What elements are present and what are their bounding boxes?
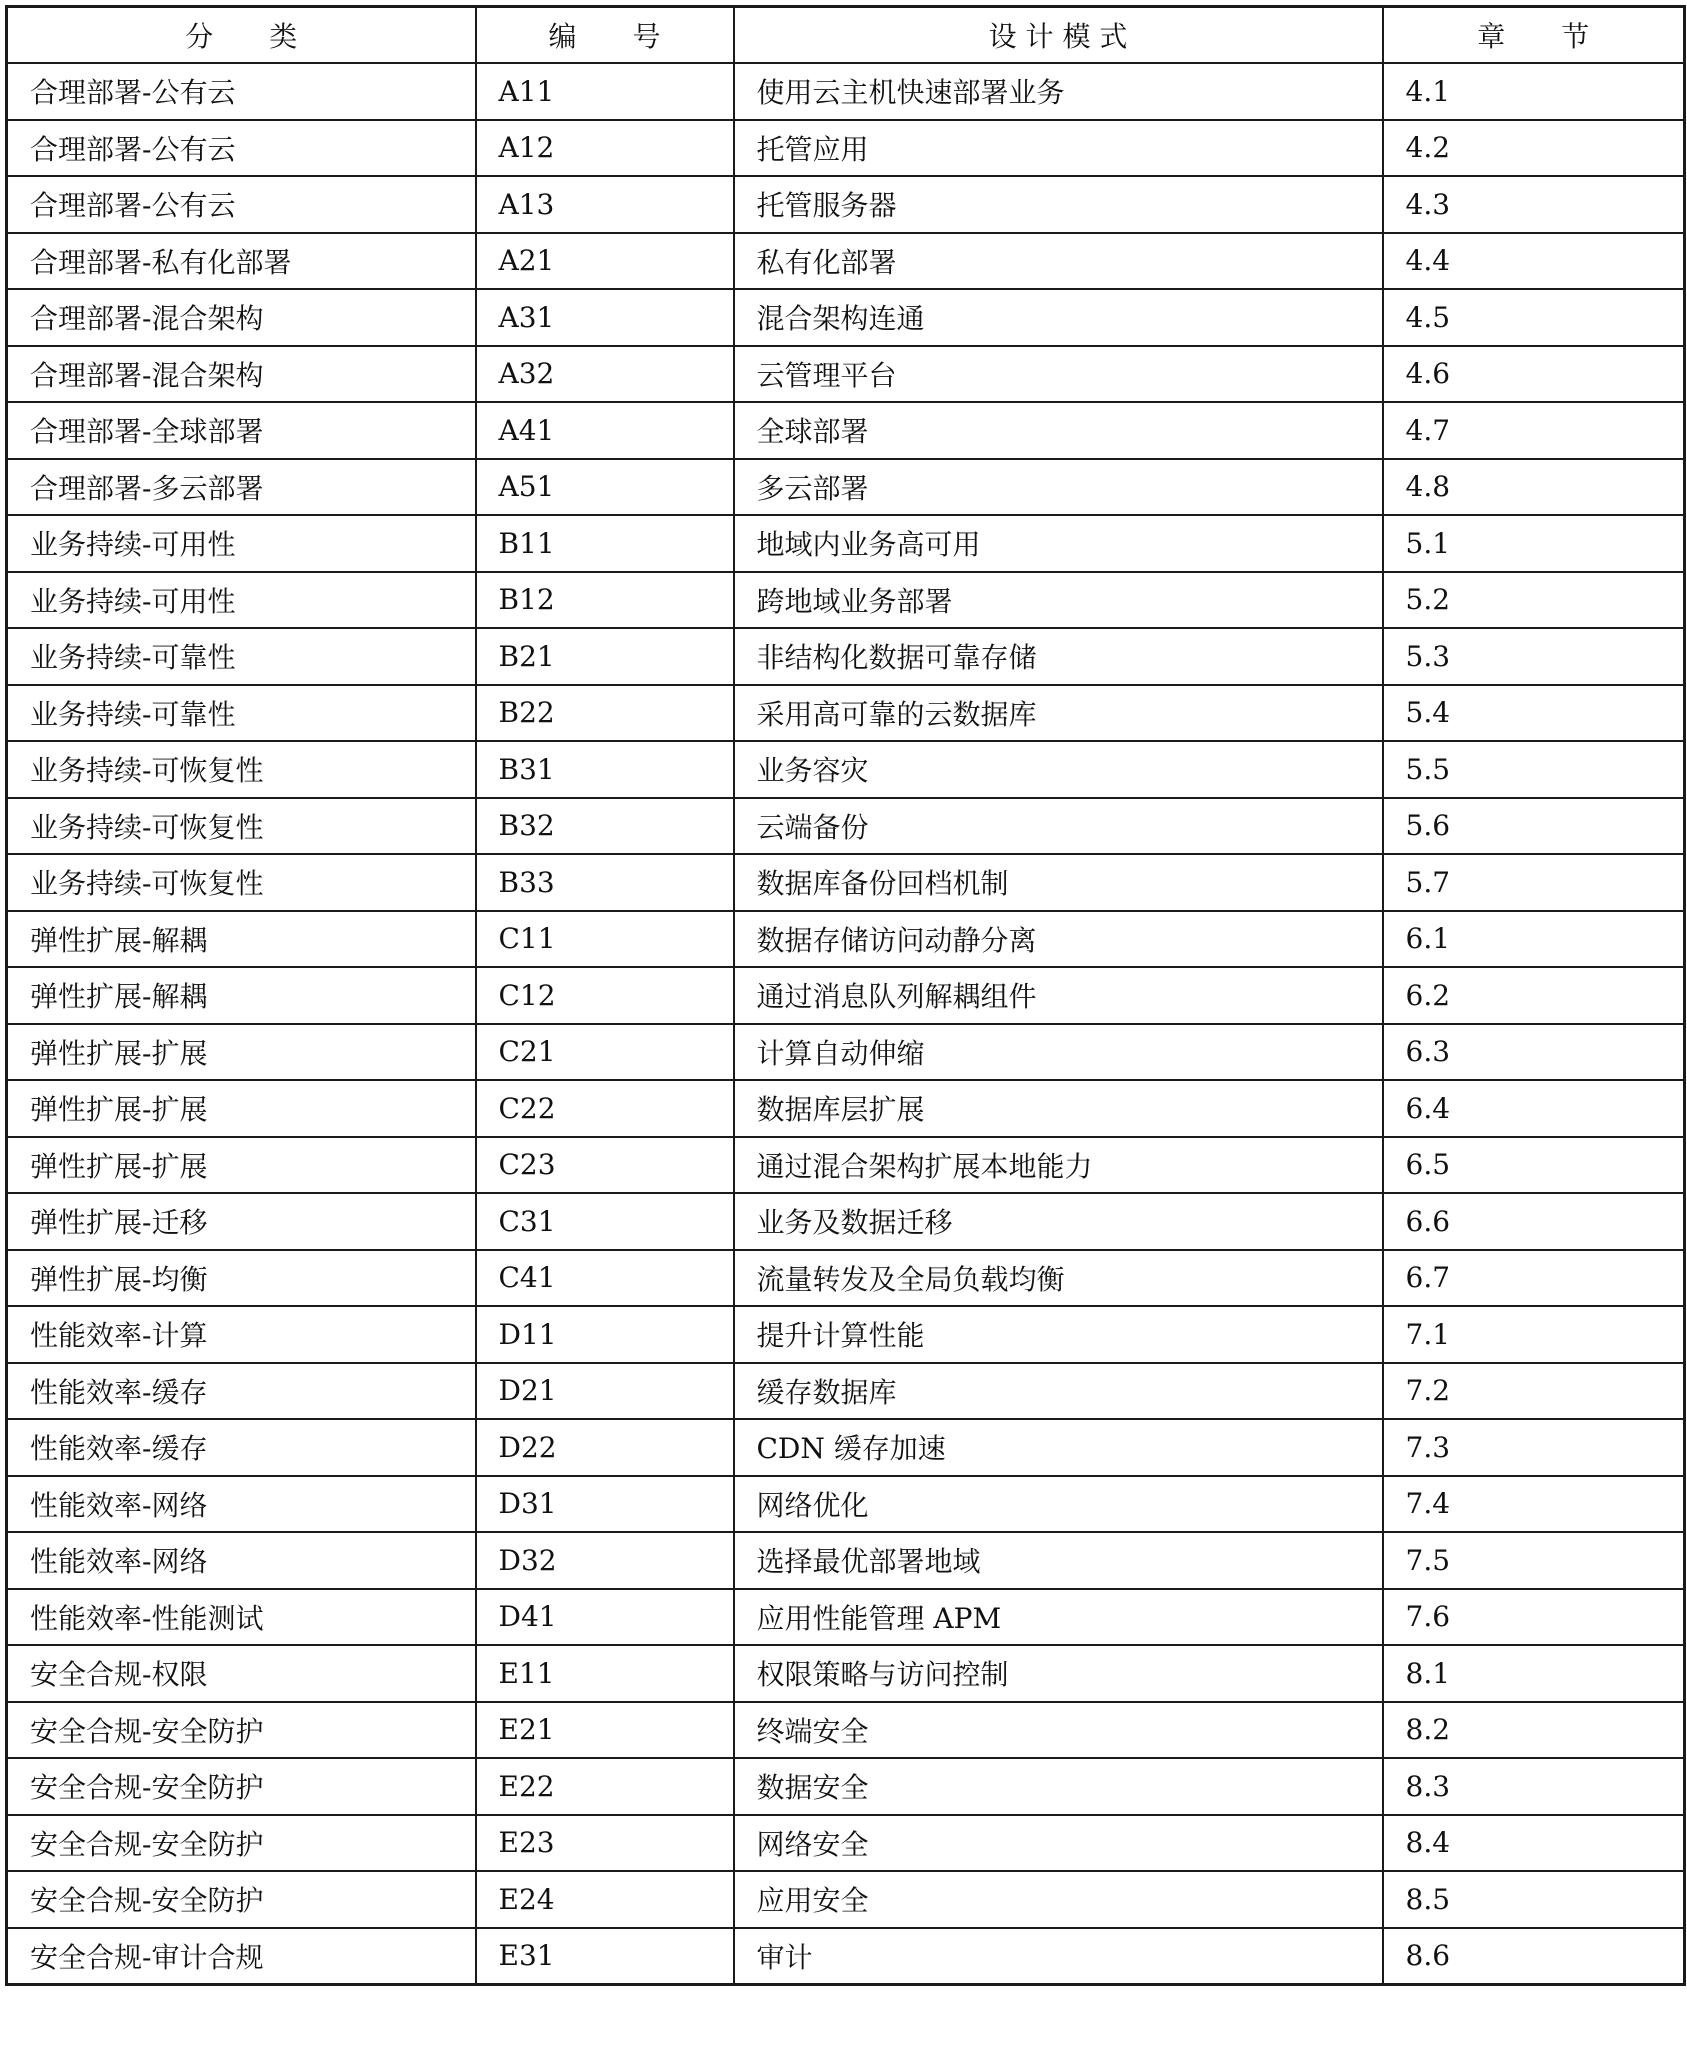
cell-category: 弹性扩展-均衡 bbox=[7, 1250, 476, 1307]
cell-chapter: 6.3 bbox=[1383, 1024, 1685, 1081]
document-page bbox=[5, 5, 1683, 1986]
cell-pattern: 地域内业务高可用 bbox=[734, 515, 1383, 572]
cell-pattern: 业务及数据迁移 bbox=[734, 1193, 1383, 1250]
cell-pattern: 审计 bbox=[734, 1928, 1383, 1985]
cell-chapter: 8.2 bbox=[1383, 1702, 1685, 1759]
cell-pattern: 数据安全 bbox=[734, 1758, 1383, 1815]
cell-chapter: 6.4 bbox=[1383, 1080, 1685, 1137]
header-pattern: 设 计 模 式 bbox=[734, 7, 1383, 64]
cell-code: B11 bbox=[476, 515, 734, 572]
table-row bbox=[7, 1758, 1685, 1815]
cell-chapter: 5.7 bbox=[1383, 854, 1685, 911]
table-row bbox=[7, 1306, 1685, 1363]
cell-code: A51 bbox=[476, 459, 734, 516]
cell-category: 性能效率-性能测试 bbox=[7, 1589, 476, 1646]
cell-chapter: 6.7 bbox=[1383, 1250, 1685, 1307]
table-row bbox=[7, 289, 1685, 346]
cell-code: E24 bbox=[476, 1871, 734, 1928]
cell-pattern: 托管服务器 bbox=[734, 176, 1383, 233]
cell-category: 弹性扩展-扩展 bbox=[7, 1137, 476, 1194]
cell-code: C21 bbox=[476, 1024, 734, 1081]
cell-chapter: 4.2 bbox=[1383, 120, 1685, 177]
cell-category: 性能效率-计算 bbox=[7, 1306, 476, 1363]
table-row bbox=[7, 1193, 1685, 1250]
cell-code: C23 bbox=[476, 1137, 734, 1194]
cell-category: 性能效率-网络 bbox=[7, 1532, 476, 1589]
cell-code: B22 bbox=[476, 685, 734, 742]
cell-code: B31 bbox=[476, 741, 734, 798]
cell-category: 弹性扩展-迁移 bbox=[7, 1193, 476, 1250]
table-row bbox=[7, 1363, 1685, 1420]
cell-chapter: 4.4 bbox=[1383, 233, 1685, 290]
table-row bbox=[7, 1419, 1685, 1476]
cell-category: 合理部署-公有云 bbox=[7, 63, 476, 120]
cell-code: D22 bbox=[476, 1419, 734, 1476]
cell-pattern: 通过混合架构扩展本地能力 bbox=[734, 1137, 1383, 1194]
table-header bbox=[7, 7, 1685, 64]
cell-pattern: 选择最优部署地域 bbox=[734, 1532, 1383, 1589]
cell-category: 业务持续-可用性 bbox=[7, 515, 476, 572]
cell-chapter: 4.1 bbox=[1383, 63, 1685, 120]
cell-pattern: 云端备份 bbox=[734, 798, 1383, 855]
cell-pattern: 混合架构连通 bbox=[734, 289, 1383, 346]
cell-category: 合理部署-公有云 bbox=[7, 120, 476, 177]
cell-pattern: 终端安全 bbox=[734, 1702, 1383, 1759]
cell-code: A21 bbox=[476, 233, 734, 290]
cell-pattern: 计算自动伸缩 bbox=[734, 1024, 1383, 1081]
cell-category: 业务持续-可靠性 bbox=[7, 628, 476, 685]
cell-category: 性能效率-网络 bbox=[7, 1476, 476, 1533]
cell-category: 合理部署-公有云 bbox=[7, 176, 476, 233]
cell-pattern: 应用安全 bbox=[734, 1871, 1383, 1928]
cell-category: 弹性扩展-扩展 bbox=[7, 1024, 476, 1081]
cell-category: 安全合规-审计合规 bbox=[7, 1928, 476, 1985]
cell-pattern: 缓存数据库 bbox=[734, 1363, 1383, 1420]
cell-code: E31 bbox=[476, 1928, 734, 1985]
cell-category: 合理部署-全球部署 bbox=[7, 402, 476, 459]
table-row bbox=[7, 402, 1685, 459]
cell-code: A31 bbox=[476, 289, 734, 346]
cell-chapter: 7.2 bbox=[1383, 1363, 1685, 1420]
cell-code: A32 bbox=[476, 346, 734, 403]
table-row bbox=[7, 1024, 1685, 1081]
cell-chapter: 7.5 bbox=[1383, 1532, 1685, 1589]
table-row bbox=[7, 1137, 1685, 1194]
table-row bbox=[7, 1645, 1685, 1702]
header-row bbox=[7, 7, 1685, 64]
cell-category: 业务持续-可用性 bbox=[7, 572, 476, 629]
cell-chapter: 5.5 bbox=[1383, 741, 1685, 798]
table-row bbox=[7, 515, 1685, 572]
cell-pattern: 应用性能管理 APM bbox=[734, 1589, 1383, 1646]
cell-chapter: 7.1 bbox=[1383, 1306, 1685, 1363]
cell-category: 合理部署-混合架构 bbox=[7, 346, 476, 403]
cell-pattern: 流量转发及全局负载均衡 bbox=[734, 1250, 1383, 1307]
cell-chapter: 4.7 bbox=[1383, 402, 1685, 459]
cell-category: 安全合规-安全防护 bbox=[7, 1871, 476, 1928]
table-row bbox=[7, 1815, 1685, 1872]
table-row bbox=[7, 685, 1685, 742]
cell-chapter: 6.1 bbox=[1383, 911, 1685, 968]
cell-chapter: 7.3 bbox=[1383, 1419, 1685, 1476]
cell-pattern: CDN 缓存加速 bbox=[734, 1419, 1383, 1476]
cell-chapter: 8.6 bbox=[1383, 1928, 1685, 1985]
cell-category: 业务持续-可靠性 bbox=[7, 685, 476, 742]
cell-code: C22 bbox=[476, 1080, 734, 1137]
table-row bbox=[7, 120, 1685, 177]
cell-code: C11 bbox=[476, 911, 734, 968]
cell-pattern: 网络优化 bbox=[734, 1476, 1383, 1533]
cell-chapter: 8.5 bbox=[1383, 1871, 1685, 1928]
cell-code: B33 bbox=[476, 854, 734, 911]
cell-chapter: 5.2 bbox=[1383, 572, 1685, 629]
cell-code: A41 bbox=[476, 402, 734, 459]
cell-code: B21 bbox=[476, 628, 734, 685]
cell-code: D31 bbox=[476, 1476, 734, 1533]
cell-category: 合理部署-多云部署 bbox=[7, 459, 476, 516]
cell-code: A11 bbox=[476, 63, 734, 120]
table-row bbox=[7, 1702, 1685, 1759]
cell-category: 合理部署-私有化部署 bbox=[7, 233, 476, 290]
cell-category: 安全合规-安全防护 bbox=[7, 1702, 476, 1759]
cell-pattern: 网络安全 bbox=[734, 1815, 1383, 1872]
header-code: 编 号 bbox=[476, 7, 734, 64]
cell-pattern: 全球部署 bbox=[734, 402, 1383, 459]
cell-chapter: 8.4 bbox=[1383, 1815, 1685, 1872]
table-row bbox=[7, 1250, 1685, 1307]
cell-code: C12 bbox=[476, 967, 734, 1024]
cell-pattern: 托管应用 bbox=[734, 120, 1383, 177]
table-row bbox=[7, 1928, 1685, 1985]
cell-code: B32 bbox=[476, 798, 734, 855]
cell-code: C41 bbox=[476, 1250, 734, 1307]
table-row bbox=[7, 233, 1685, 290]
cell-pattern: 权限策略与访问控制 bbox=[734, 1645, 1383, 1702]
table-row bbox=[7, 1476, 1685, 1533]
cell-pattern: 采用高可靠的云数据库 bbox=[734, 685, 1383, 742]
cell-code: E21 bbox=[476, 1702, 734, 1759]
cell-code: A13 bbox=[476, 176, 734, 233]
cell-chapter: 4.8 bbox=[1383, 459, 1685, 516]
cell-chapter: 8.1 bbox=[1383, 1645, 1685, 1702]
design-pattern-table bbox=[5, 5, 1686, 1986]
cell-chapter: 8.3 bbox=[1383, 1758, 1685, 1815]
cell-category: 业务持续-可恢复性 bbox=[7, 798, 476, 855]
cell-chapter: 7.4 bbox=[1383, 1476, 1685, 1533]
cell-pattern: 私有化部署 bbox=[734, 233, 1383, 290]
cell-pattern: 云管理平台 bbox=[734, 346, 1383, 403]
cell-pattern: 数据存储访问动静分离 bbox=[734, 911, 1383, 968]
table-row bbox=[7, 911, 1685, 968]
cell-pattern: 使用云主机快速部署业务 bbox=[734, 63, 1383, 120]
cell-pattern: 跨地域业务部署 bbox=[734, 572, 1383, 629]
cell-chapter: 6.5 bbox=[1383, 1137, 1685, 1194]
table-row bbox=[7, 798, 1685, 855]
cell-category: 业务持续-可恢复性 bbox=[7, 854, 476, 911]
table-row bbox=[7, 1589, 1685, 1646]
cell-pattern: 数据库备份回档机制 bbox=[734, 854, 1383, 911]
cell-code: E23 bbox=[476, 1815, 734, 1872]
header-category: 分 类 bbox=[7, 7, 476, 64]
cell-code: E22 bbox=[476, 1758, 734, 1815]
cell-chapter: 5.1 bbox=[1383, 515, 1685, 572]
cell-chapter: 6.6 bbox=[1383, 1193, 1685, 1250]
cell-chapter: 5.3 bbox=[1383, 628, 1685, 685]
table-row bbox=[7, 63, 1685, 120]
cell-pattern: 通过消息队列解耦组件 bbox=[734, 967, 1383, 1024]
cell-pattern: 提升计算性能 bbox=[734, 1306, 1383, 1363]
cell-chapter: 5.6 bbox=[1383, 798, 1685, 855]
cell-chapter: 5.4 bbox=[1383, 685, 1685, 742]
table-row bbox=[7, 854, 1685, 911]
table-row bbox=[7, 1532, 1685, 1589]
cell-pattern: 多云部署 bbox=[734, 459, 1383, 516]
cell-category: 性能效率-缓存 bbox=[7, 1419, 476, 1476]
cell-code: E11 bbox=[476, 1645, 734, 1702]
cell-category: 合理部署-混合架构 bbox=[7, 289, 476, 346]
cell-category: 性能效率-缓存 bbox=[7, 1363, 476, 1420]
cell-chapter: 4.3 bbox=[1383, 176, 1685, 233]
cell-pattern: 业务容灾 bbox=[734, 741, 1383, 798]
cell-category: 安全合规-安全防护 bbox=[7, 1758, 476, 1815]
cell-chapter: 4.5 bbox=[1383, 289, 1685, 346]
cell-code: C31 bbox=[476, 1193, 734, 1250]
cell-category: 弹性扩展-扩展 bbox=[7, 1080, 476, 1137]
table-row bbox=[7, 967, 1685, 1024]
cell-code: A12 bbox=[476, 120, 734, 177]
table-row bbox=[7, 628, 1685, 685]
cell-code: D32 bbox=[476, 1532, 734, 1589]
cell-code: D21 bbox=[476, 1363, 734, 1420]
cell-pattern: 数据库层扩展 bbox=[734, 1080, 1383, 1137]
cell-chapter: 4.6 bbox=[1383, 346, 1685, 403]
table-row bbox=[7, 1871, 1685, 1928]
table-body bbox=[7, 63, 1685, 1985]
table-row bbox=[7, 346, 1685, 403]
table-row bbox=[7, 176, 1685, 233]
cell-category: 安全合规-权限 bbox=[7, 1645, 476, 1702]
cell-code: D41 bbox=[476, 1589, 734, 1646]
table-row bbox=[7, 1080, 1685, 1137]
cell-code: B12 bbox=[476, 572, 734, 629]
cell-pattern: 非结构化数据可靠存储 bbox=[734, 628, 1383, 685]
cell-category: 业务持续-可恢复性 bbox=[7, 741, 476, 798]
table-row bbox=[7, 741, 1685, 798]
cell-code: D11 bbox=[476, 1306, 734, 1363]
cell-category: 弹性扩展-解耦 bbox=[7, 911, 476, 968]
cell-chapter: 6.2 bbox=[1383, 967, 1685, 1024]
table-row bbox=[7, 572, 1685, 629]
table-row bbox=[7, 459, 1685, 516]
cell-chapter: 7.6 bbox=[1383, 1589, 1685, 1646]
header-chapter: 章 节 bbox=[1383, 7, 1685, 64]
cell-category: 弹性扩展-解耦 bbox=[7, 967, 476, 1024]
cell-category: 安全合规-安全防护 bbox=[7, 1815, 476, 1872]
